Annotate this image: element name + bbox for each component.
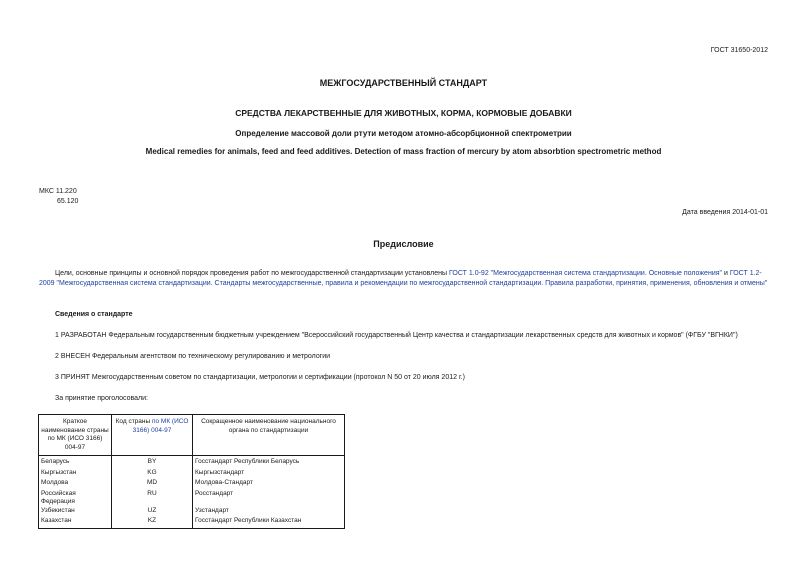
voting-countries-table [38,414,345,529]
standard-info-heading: Сведения о стандарте [55,311,133,318]
country-cell: Казахстан [39,517,112,528]
introduction-date: Дата введения 2014-01-01 [682,209,768,216]
code-header-text: Код страны [115,418,152,425]
mks-code-second: 65.120 [57,198,79,205]
body-cell: Госстандарт Республики Беларусь [193,456,345,469]
foreword-text: Цели, основные принципы и основной порядок проведения работ по межгосударственной стандартизации установлены [55,270,449,277]
developed-by-item: 1 РАЗРАБОТАН Федеральным государственным бюджетным учреждением "Всероссийский государственный Центр качества и стандартизации лекарственных средств для животных и кормов" (ФГБУ "ВГНКИ") [55,332,738,339]
code-cell: MD [112,479,193,490]
code-cell: RU [112,490,193,507]
standard-subtitle: Определение массовой доли ртути методом атомно-абсорбционной спектрометрии [235,129,572,138]
body-cell: Узстандарт [193,507,345,518]
country-cell: Беларусь [39,456,112,469]
country-cell: Кыргызстан [39,469,112,480]
code-cell: UZ [112,507,193,518]
standard-title: СРЕДСТВА ЛЕКАРСТВЕННЫЕ ДЛЯ ЖИВОТНЫХ, КОРМА, КОРМОВЫЕ ДОБАВКИ [235,108,572,118]
standard-title-english: Medical remedies for animals, feed and feed additives. Detection of mass fraction of mercury by atom absorbtion spectrometric method [145,147,662,156]
table-row [39,507,345,518]
code-cell: KG [112,469,193,480]
table-row [39,479,345,490]
code-column-header [112,415,193,456]
country-column-header: Краткое наименование страны по МК (ИСО 3166) 004-97 [39,415,112,456]
mks-code: МКС 11.220 [39,188,77,195]
adopted-by-item: 3 ПРИНЯТ Межгосударственным советом по стандартизации, метрологии и сертификации (протокол N 50 от 20 июля 2012 г.) [55,374,465,381]
body-cell: Молдова-Стандарт [193,479,345,490]
body-column-header: Сокращенное наименование национального органа по стандартизации [193,415,345,456]
body-cell: Росстандарт [193,490,345,507]
country-cell: Российская Федерация [39,490,112,507]
table-header-row [39,415,345,456]
table-row [39,490,345,507]
table-row [39,517,345,528]
code-cell: BY [112,456,193,469]
document-number: ГОСТ 31650-2012 [710,47,768,54]
standard-kind-heading: МЕЖГОСУДАРСТВЕННЫЙ СТАНДАРТ [319,78,488,88]
gost-1-2-2009-link[interactable]: ГОСТ 1.2-2009 "Межгосударственная система стандартизации. Стандарты межгосударственные, правила и рекомендации по межгосударственной стандартизации. Правила разработки, принятия, применения, обновления и отмены" [39,270,768,287]
introduced-by-item: 2 ВНЕСЕН Федеральным агентством по техническому регулированию и метрологии [55,353,331,360]
body-cell: Кыргызстандарт [193,469,345,480]
code-cell: KZ [112,517,193,528]
foreword-paragraph [39,269,769,289]
mk-iso-3166-link[interactable]: по МК (ИСО 3166) 004-97 [132,418,189,434]
gost-1-0-92-link[interactable]: ГОСТ 1.0-92 "Межгосударственная система стандартизации. Основные положения" [448,270,722,277]
foreword-heading: Предисловие [373,239,434,249]
voted-label: За принятие проголосовали: [55,395,148,402]
country-cell: Молдова [39,479,112,490]
table-row [39,469,345,480]
body-cell: Госстандарт Республики Казахстан [193,517,345,528]
table-row [39,456,345,469]
foreword-conjunction: и [722,270,730,277]
country-cell: Узбекистан [39,507,112,518]
